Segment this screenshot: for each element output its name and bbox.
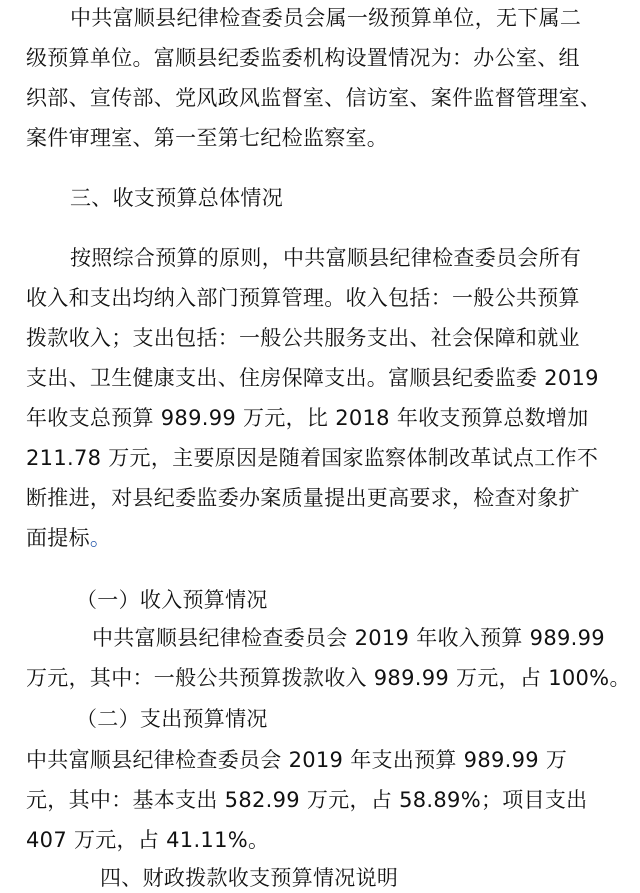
para2-line2: 收入和支出均纳入部门预算管理。收入包括：一般公共预算 [26,286,580,310]
para2-line8 [26,523,620,553]
para1-line4: 案件审理室、第一至第七纪检监察室。 [26,126,389,150]
para3-line2: 万元，其中：一般公共预算拨款收入 989.99 万元，占 100%。 [26,666,631,690]
section-heading-4: 四、财政拨款收支预算情况说明 [100,866,399,890]
subsection-heading-income: （一）收入预算情况 [76,588,268,612]
para2-line7: 断推进，对县纪委监委办案质量提出更高要求，检查对象扩 [26,486,580,510]
para3-line1: 中共富顺县纪律检查委员会 2019 年收入预算 989.99 [92,626,605,650]
para2-line8-period: 。 [89,526,112,550]
para1-line2: 级预算单位。富顺县纪委监委机构设置情况为：办公室、组 [26,46,580,70]
subsection-heading-expenditure: （二）支出预算情况 [76,707,268,731]
para4-line2: 元，其中：基本支出 582.99 万元，占 58.89%；项目支出 [26,788,588,812]
para2-line6: 211.78 万元，主要原因是随着国家监察体制改革试点工作不 [26,446,599,470]
para2-line1: 按照综合预算的原则，中共富顺县纪律检查委员会所有 [70,246,582,270]
para1-line1: 中共富顺县纪律检查委员会属一级预算单位，无下属二 [70,6,582,30]
para2-line3: 拨款收入；支出包括：一般公共服务支出、社会保障和就业 [26,326,580,350]
para4-line1: 中共富顺县纪律检查委员会 2019 年支出预算 989.99 万 [26,748,568,772]
para2-line4: 支出、卫生健康支出、住房保障支出。富顺县纪委监委 2019 [26,366,599,390]
para1-line3: 织部、宣传部、党风政风监督室、信访室、案件监督管理室、 [26,86,602,110]
para2-line5: 年收支总预算 989.99 万元，比 2018 年收支预算总数增加 [26,406,589,430]
section-heading-3: 三、收支预算总体情况 [70,186,283,210]
para4-line3: 407 万元，占 41.11%。 [26,828,270,852]
para2-line8-text: 面提标 [26,526,90,550]
